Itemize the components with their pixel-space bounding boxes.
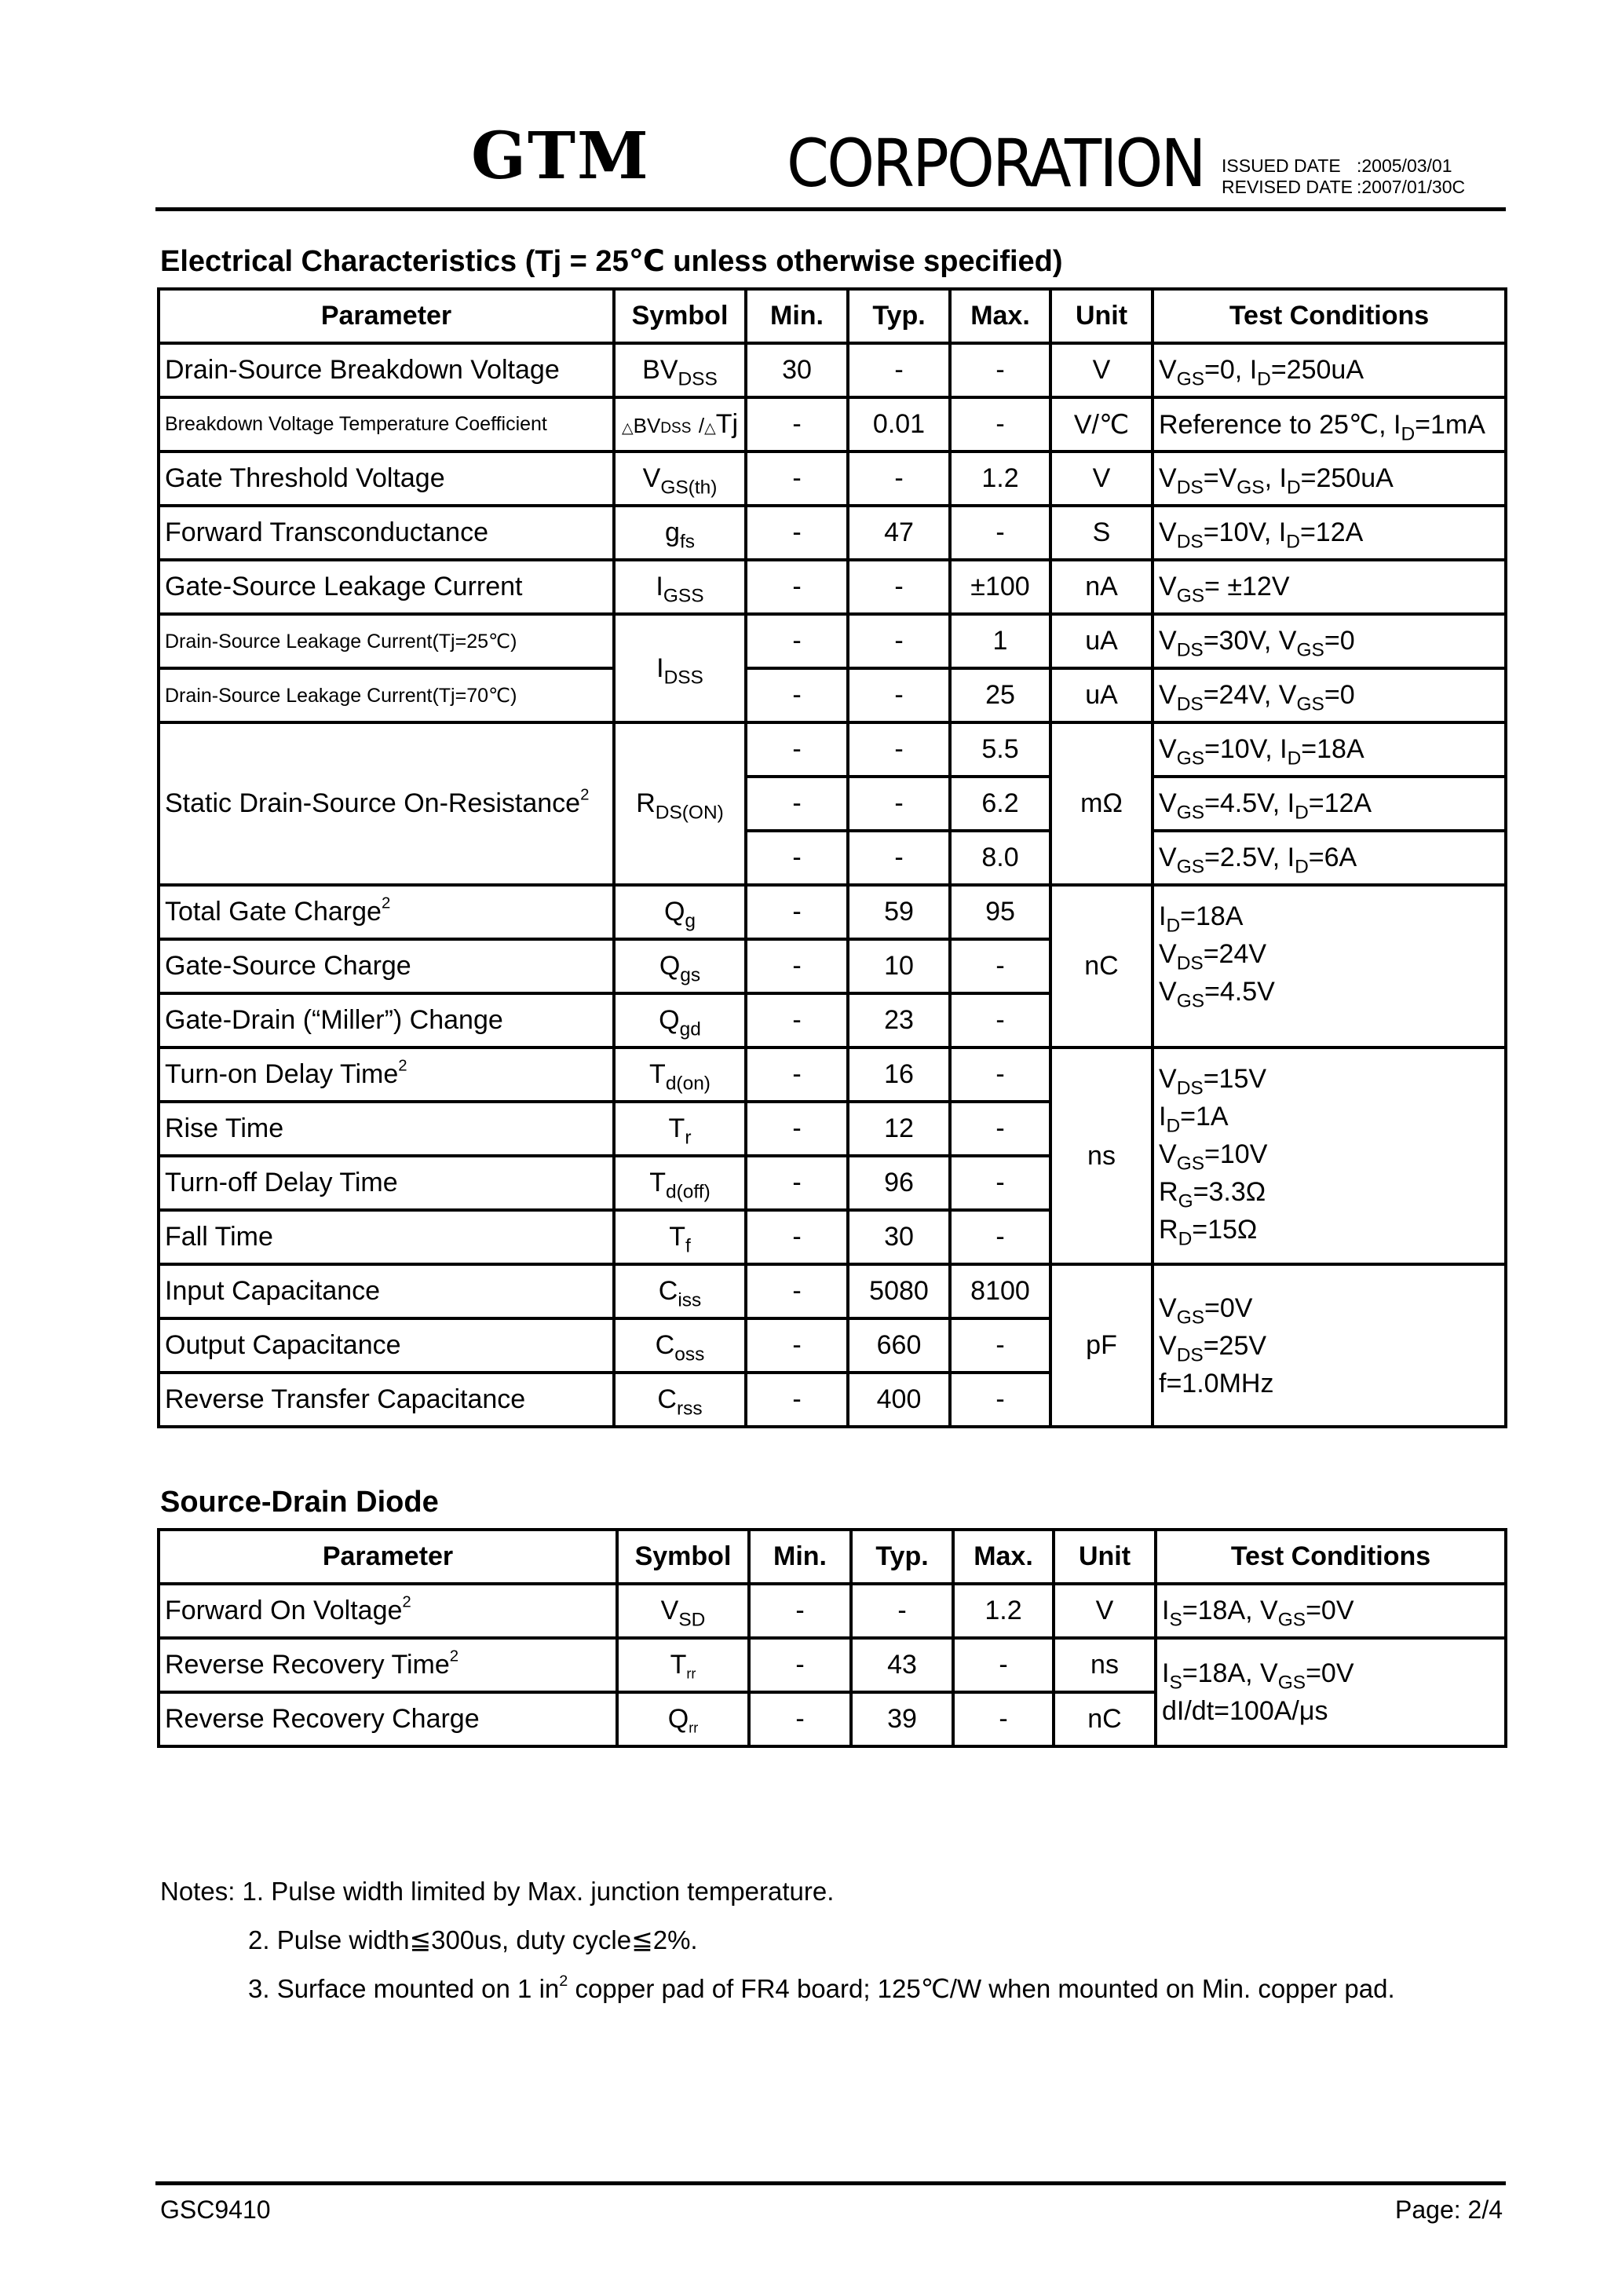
note-3-text: 3. Surface mounted on 1 in	[248, 1974, 560, 2003]
max-cell: -	[950, 343, 1050, 397]
condition-cell: Reference to 25℃, $I_D=1mA$	[1153, 397, 1506, 452]
header-min: Min.	[746, 289, 848, 343]
typ-cell: -	[848, 452, 950, 506]
max-cell: 95	[950, 885, 1050, 939]
min-cell: -	[746, 1047, 848, 1102]
param-text: Total Gate Charge	[165, 897, 382, 927]
min-cell: -	[746, 668, 848, 722]
min-cell: -	[746, 397, 848, 452]
condition-cell: $V_{DS}=15V$ $I_D=1A$ $V_{GS}=10V$ $R_G=3.3\Omega$ $R_D=15\Omega$	[1153, 1047, 1506, 1264]
unit-cell: uA	[1050, 614, 1153, 668]
header-min: Min.	[749, 1530, 851, 1584]
revised-date-label: REVISED DATE	[1222, 177, 1353, 197]
condition-cell: $V_{GS}= \pm 12V$	[1153, 560, 1506, 614]
typ-cell: -	[848, 343, 950, 397]
typ-cell: 96	[848, 1156, 950, 1210]
param-cell: Drain-Source Leakage Current(Tj=70℃)	[159, 668, 614, 722]
typ-cell: -	[848, 777, 950, 831]
unit-cell: ns	[1050, 1047, 1153, 1264]
param-cell: Drain-Source Leakage Current(Tj=25℃)	[159, 614, 614, 668]
max-cell: -	[950, 939, 1050, 993]
condition-cell: $V_{GS}=0$, $I_D=250uA$	[1153, 343, 1506, 397]
param-cell: Static Drain-Source On-Resistance$^2$	[159, 722, 614, 885]
table-row	[159, 722, 1506, 777]
issued-date-value: :2005/03/01	[1357, 155, 1452, 176]
typ-cell: 16	[848, 1047, 950, 1102]
note-3-text-end: copper pad of FR4 board; 125℃/W when mounted on Min. copper pad.	[568, 1974, 1395, 2003]
typ-cell: -	[848, 614, 950, 668]
source-drain-diode-table	[157, 1528, 1507, 1748]
table-row	[159, 885, 1506, 939]
max-cell: 25	[950, 668, 1050, 722]
header-typ: Typ.	[848, 289, 950, 343]
part-number: GSC9410	[160, 2195, 271, 2224]
typ-cell: 30	[848, 1210, 950, 1264]
symbol-cell: $V_{SD}$	[617, 1584, 749, 1638]
max-cell: 8100	[950, 1264, 1050, 1318]
min-cell: -	[746, 722, 848, 777]
electrical-characteristics-table	[157, 287, 1507, 1428]
table-row	[159, 614, 1506, 668]
typ-cell: -	[848, 722, 950, 777]
max-cell: -	[950, 1047, 1050, 1102]
note-1: Notes: 1. Pulse width limited by Max. junction temperature.	[160, 1877, 835, 1906]
unit-cell: nA	[1050, 560, 1153, 614]
header-divider	[155, 207, 1506, 211]
unit-cell: nC	[1050, 885, 1153, 1047]
param-cell: Reverse Transfer Capacitance	[159, 1373, 614, 1427]
header-parameter: Parameter	[159, 1530, 617, 1584]
typ-cell: 23	[848, 993, 950, 1047]
typ-cell: 12	[848, 1102, 950, 1156]
max-cell: 1.2	[953, 1584, 1054, 1638]
brand-logo: GTM	[471, 119, 650, 194]
min-cell: -	[746, 614, 848, 668]
min-cell: -	[746, 1156, 848, 1210]
header-test-conditions: Test Conditions	[1153, 289, 1506, 343]
param-cell: Output Capacitance	[159, 1318, 614, 1373]
min-cell: -	[746, 885, 848, 939]
typ-cell: 43	[851, 1638, 953, 1692]
condition-cell: $V_{DS}=10V$, $I_D=12A$	[1153, 506, 1506, 560]
condition-cell: $I_D=18A$ $V_{DS}=24V$ $V_{GS}=4.5V$	[1153, 885, 1506, 1047]
symbol-cell: $C_{oss}$	[614, 1318, 746, 1373]
param-cell: Forward Transconductance	[159, 506, 614, 560]
typ-cell: 39	[851, 1692, 953, 1746]
min-cell: -	[746, 831, 848, 885]
source-drain-diode-title: Source-Drain Diode	[160, 1486, 439, 1519]
header-max: Max.	[953, 1530, 1054, 1584]
condition-cell: $V_{GS}=0V$ $V_{DS}=25V$ f=1.0MHz	[1153, 1264, 1506, 1427]
param-cell: Gate-Drain (“Miller”) Change	[159, 993, 614, 1047]
min-cell: -	[749, 1584, 851, 1638]
min-cell: -	[746, 777, 848, 831]
table-row	[159, 343, 1506, 397]
symbol-cell: $I_{DSS}$	[614, 614, 746, 722]
typ-cell: 10	[848, 939, 950, 993]
condition-cell: $V_{GS}=10V$, $I_D=18A$	[1153, 722, 1506, 777]
min-cell: -	[746, 560, 848, 614]
typ-cell: 400	[848, 1373, 950, 1427]
param-cell: Drain-Source Breakdown Voltage	[159, 343, 614, 397]
symbol-cell: $C_{iss}$	[614, 1264, 746, 1318]
param-cell: Forward On Voltage$^2$	[159, 1584, 617, 1638]
table-header-row	[159, 289, 1506, 343]
unit-cell: V	[1054, 1584, 1156, 1638]
table-row	[159, 506, 1506, 560]
header-test-conditions: Test Conditions	[1156, 1530, 1506, 1584]
param-cell: Gate-Source Charge	[159, 939, 614, 993]
table-row	[159, 397, 1506, 452]
min-cell: -	[746, 1210, 848, 1264]
max-cell: 5.5	[950, 722, 1050, 777]
max-cell: 1.2	[950, 452, 1050, 506]
max-cell: ±100	[950, 560, 1050, 614]
param-cell: Input Capacitance	[159, 1264, 614, 1318]
note-3	[160, 1965, 1395, 2013]
unit-cell: mΩ	[1050, 722, 1153, 885]
param-cell: Reverse Recovery Charge	[159, 1692, 617, 1746]
param-cell: Reverse Recovery Time$^2$	[159, 1638, 617, 1692]
max-cell: -	[950, 1102, 1050, 1156]
table-row	[159, 1638, 1506, 1692]
param-cell: Turn-off Delay Time	[159, 1156, 614, 1210]
max-cell: -	[950, 1318, 1050, 1373]
symbol-cell: $Q_{rr}$	[617, 1692, 749, 1746]
param-cell: Total Gate Charge$^2$	[159, 885, 614, 939]
unit-cell: V/℃	[1050, 397, 1153, 452]
table-row	[159, 560, 1506, 614]
min-cell: -	[746, 1102, 848, 1156]
symbol-cell: $Q_{gs}$	[614, 939, 746, 993]
min-cell: -	[749, 1638, 851, 1692]
max-cell: 8.0	[950, 831, 1050, 885]
unit-cell: uA	[1050, 668, 1153, 722]
min-cell: -	[746, 1264, 848, 1318]
symbol-cell: $Q_g$	[614, 885, 746, 939]
symbol-cell: $T_f$	[614, 1210, 746, 1264]
max-cell: -	[950, 1373, 1050, 1427]
min-cell: -	[746, 452, 848, 506]
param-cell: Turn-on Delay Time$^2$	[159, 1047, 614, 1102]
param-text: Static Drain-Source On-Resistance	[165, 788, 581, 818]
typ-cell: 47	[848, 506, 950, 560]
header-unit: Unit	[1054, 1530, 1156, 1584]
max-cell: -	[953, 1692, 1054, 1746]
symbol-cell: $I_{GSS}$	[614, 560, 746, 614]
condition-cell: $I_S=18A$, $V_{GS}=0V$	[1156, 1584, 1506, 1638]
unit-cell: pF	[1050, 1264, 1153, 1427]
typ-cell: 5080	[848, 1264, 950, 1318]
header-typ: Typ.	[851, 1530, 953, 1584]
condition-cell: $V_{GS}=4.5V$, $I_D=12A$	[1153, 777, 1506, 831]
note-3-superscript: 2	[559, 1972, 568, 1991]
page-number: Page: 2/4	[1395, 2195, 1503, 2224]
condition-cell: $V_{DS}=V_{GS}$, $I_D=250uA$	[1153, 452, 1506, 506]
note-2: 2. Pulse width≦300us, duty cycle≦2%.	[248, 1925, 698, 1954]
corporation-title: CORPORATION	[787, 125, 1204, 202]
max-cell: -	[950, 1156, 1050, 1210]
min-cell: -	[746, 506, 848, 560]
typ-cell: -	[851, 1584, 953, 1638]
max-cell: -	[950, 506, 1050, 560]
revised-date-value: :2007/01/30C	[1357, 177, 1466, 197]
param-cell: Gate-Source Leakage Current	[159, 560, 614, 614]
param-text: Reverse Recovery Time	[165, 1650, 450, 1680]
typ-cell: -	[848, 668, 950, 722]
min-cell: -	[746, 939, 848, 993]
min-cell: -	[746, 993, 848, 1047]
typ-cell: -	[848, 831, 950, 885]
min-cell: -	[749, 1692, 851, 1746]
param-text: Forward On Voltage	[165, 1596, 403, 1625]
unit-cell: ns	[1054, 1638, 1156, 1692]
symbol-cell: $BV_{DSS}$	[614, 343, 746, 397]
param-cell: Fall Time	[159, 1210, 614, 1264]
table-row	[159, 1264, 1506, 1318]
max-cell: -	[950, 993, 1050, 1047]
max-cell: -	[950, 1210, 1050, 1264]
symbol-cell: $T_{d(on)}$	[614, 1047, 746, 1102]
document-dates	[1222, 155, 1465, 198]
max-cell: 6.2	[950, 777, 1050, 831]
table-row	[159, 1047, 1506, 1102]
unit-cell: nC	[1054, 1692, 1156, 1746]
header-unit: Unit	[1050, 289, 1153, 343]
unit-cell: V	[1050, 452, 1153, 506]
symbol-cell: $R_{DS(ON)}$	[614, 722, 746, 885]
min-cell: -	[746, 1318, 848, 1373]
header-max: Max.	[950, 289, 1050, 343]
typ-cell: 59	[848, 885, 950, 939]
min-cell: 30	[746, 343, 848, 397]
header-symbol: Symbol	[614, 289, 746, 343]
typ-cell: 660	[848, 1318, 950, 1373]
electrical-characteristics-title: Electrical Characteristics (Tj = 25℃ unless otherwise specified)	[160, 245, 1063, 278]
table-row	[159, 1584, 1506, 1638]
max-cell: 1	[950, 614, 1050, 668]
table-header-row	[159, 1530, 1506, 1584]
table-row	[159, 668, 1506, 722]
symbol-cell: $C_{rss}$	[614, 1373, 746, 1427]
unit-cell: V	[1050, 343, 1153, 397]
param-cell: Rise Time	[159, 1102, 614, 1156]
symbol-cell: $Q_{gd}$	[614, 993, 746, 1047]
header-parameter: Parameter	[159, 289, 614, 343]
header-symbol: Symbol	[617, 1530, 749, 1584]
param-text: Turn-on Delay Time	[165, 1059, 399, 1089]
unit-cell: S	[1050, 506, 1153, 560]
param-cell: Breakdown Voltage Temperature Coefficient	[159, 397, 614, 452]
min-cell: -	[746, 1373, 848, 1427]
issued-date-label: ISSUED DATE	[1222, 155, 1341, 176]
condition-cell: $V_{DS}=30V$, $V_{GS}=0$	[1153, 614, 1506, 668]
footer-divider	[155, 2181, 1506, 2185]
notes	[160, 1867, 1395, 2013]
condition-cell: $V_{GS}=2.5V$, $I_D=6A$	[1153, 831, 1506, 885]
condition-cell: $I_S=18A$, $V_{GS}=0V$ dI/dt=100A/μs	[1156, 1638, 1506, 1746]
symbol-cell: △BVDSS /△Tj	[614, 397, 746, 452]
symbol-cell: $g_{fs}$	[614, 506, 746, 560]
param-cell: Gate Threshold Voltage	[159, 452, 614, 506]
max-cell: -	[953, 1638, 1054, 1692]
typ-cell: 0.01	[848, 397, 950, 452]
symbol-cell: $T_{rr}$	[617, 1638, 749, 1692]
typ-cell: -	[848, 560, 950, 614]
table-row	[159, 452, 1506, 506]
max-cell: -	[950, 397, 1050, 452]
symbol-cell: $T_r$	[614, 1102, 746, 1156]
symbol-cell: $T_{d(off)}$	[614, 1156, 746, 1210]
symbol-cell: $V_{GS(th)}$	[614, 452, 746, 506]
condition-cell: $V_{DS}=24V$, $V_{GS}=0$	[1153, 668, 1506, 722]
